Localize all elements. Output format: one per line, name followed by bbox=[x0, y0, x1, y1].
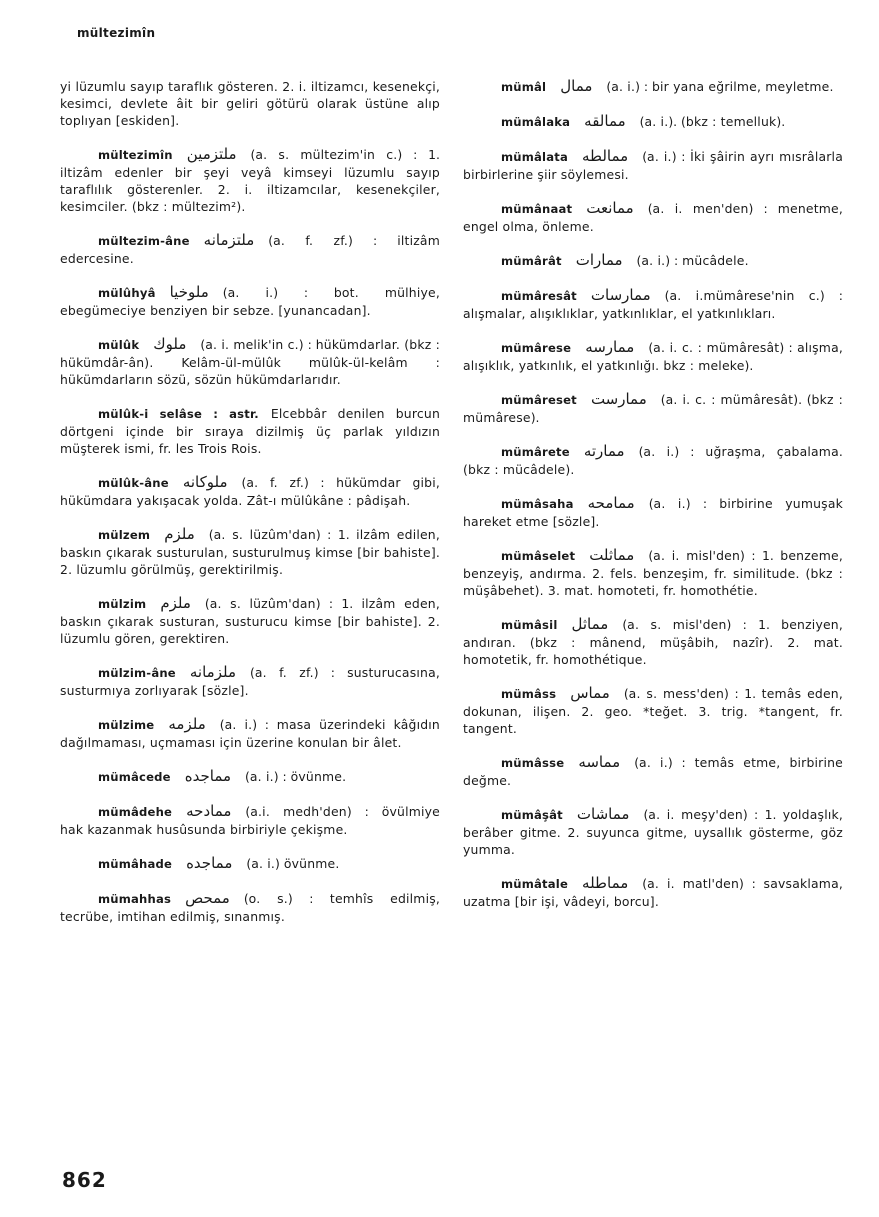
entry-arabic-script: ممال bbox=[560, 77, 593, 95]
dictionary-entry bbox=[60, 526, 440, 578]
entry-headword: mümâlata bbox=[501, 150, 569, 164]
entry-definition: (a. i.) : bir yana eğrilme, meyletme. bbox=[606, 79, 834, 94]
entry-headword: mümârete bbox=[501, 445, 570, 459]
entry-arabic-script: مماثلت bbox=[589, 546, 635, 564]
entry-headword: mülzime bbox=[98, 718, 155, 732]
entry-arabic-script: ممارسات bbox=[590, 286, 651, 304]
entry-headword: mümâselet bbox=[501, 549, 576, 563]
dictionary-entry bbox=[463, 754, 843, 789]
entry-headword: mümâsse bbox=[501, 756, 565, 770]
entry-headword: mülûk bbox=[98, 338, 140, 352]
entry-headword: mümâresât bbox=[501, 289, 577, 303]
dictionary-entry bbox=[60, 284, 440, 319]
dictionary-entry bbox=[60, 232, 440, 267]
entry-arabic-script: ممارسه bbox=[585, 338, 635, 356]
entry-definition: (a. i.) : İki şâirin ayrı mısrâlarla birbirlerine şiir söylemesi. bbox=[463, 149, 843, 182]
dictionary-entry bbox=[60, 595, 440, 647]
entry-headword: mümâşât bbox=[501, 808, 563, 822]
entry-definition: (a. i.) : mücâdele. bbox=[636, 253, 749, 268]
entry-definition: (a.i. medh'den) : övülmiye hak kazanmak husûsunda birbiriyle çekişme. bbox=[60, 804, 440, 837]
dictionary-entry bbox=[60, 768, 440, 786]
entry-headword: mülûhyâ bbox=[98, 286, 156, 300]
entry-headword: mümâdehe bbox=[98, 805, 173, 819]
entry-definition: (a. f. zf.) : susturucasına, susturmıya zorlıyarak [sözle]. bbox=[60, 665, 440, 698]
entry-headword: mümârese bbox=[501, 341, 572, 355]
entry-headword: mülûk-âne bbox=[98, 476, 169, 490]
entry-definition: (o. s.) : temhîs edilmiş, tecrübe, imtihan edilmiş, sınanmış. bbox=[60, 891, 440, 924]
running-head: mültezimîn bbox=[77, 26, 156, 40]
entry-definition: (a. i.). (bkz : temelluk). bbox=[639, 114, 786, 129]
entry-definition: (a. s. lüzûm'dan) : 1. ilzâm eden, baskın çıkarak susturan, susturucu kimse [bir bahiste]. 2. lüzumlu gören, gerektiren. bbox=[60, 596, 440, 646]
left-column bbox=[60, 78, 440, 925]
entry-definition: (a. f. zf.) : hükümdar gibi, hükümdara yakışacak yolda. Zât-ı mülûkâne : pâdişah. bbox=[60, 475, 440, 508]
entry-definition: (a. i. c. : mümâresât) : alışma, alışıklık, yatkınlık, el yatkınlığı. bkz : meleke). bbox=[463, 340, 843, 373]
dictionary-entry bbox=[60, 78, 440, 129]
entry-headword: mülzim bbox=[98, 597, 147, 611]
dictionary-entry bbox=[463, 287, 843, 322]
entry-arabic-script: مماجده bbox=[186, 854, 233, 872]
dictionary-entry bbox=[463, 113, 843, 131]
entry-definition: (a. s. lüzûm'dan) : 1. ilzâm edilen, baskın çıkarak susturulan, susturulmuş kimse [bir bahiste]. 2. lüzumlu görülmüş, gerektirilmiş. bbox=[60, 527, 440, 577]
dictionary-entry bbox=[60, 890, 440, 925]
entry-definition: (a. i.) : bot. mülhiye, ebegümeciye benziyen bir sebze. [yunancadan]. bbox=[60, 285, 440, 318]
entry-headword: mültezimîn bbox=[98, 148, 173, 162]
entry-arabic-script: ملزم bbox=[164, 525, 195, 543]
entry-headword: mümâsil bbox=[501, 618, 558, 632]
dictionary-entry bbox=[463, 806, 843, 858]
entry-headword: mümâcede bbox=[98, 770, 171, 784]
page-number: 862 bbox=[62, 1168, 107, 1192]
entry-definition: (a. i. meşy'den) : 1. yoldaşlık, berâber gitme. 2. suyunca gitme, uysallık gösterme, göz yumma. bbox=[463, 807, 843, 857]
entry-arabic-script: ممارته bbox=[583, 442, 625, 460]
entry-definition: (a. i.) övünme. bbox=[246, 856, 340, 871]
entry-headword: mümânaat bbox=[501, 202, 573, 216]
dictionary-entry bbox=[60, 716, 440, 751]
dictionary-entry bbox=[463, 78, 843, 96]
dictionary-entry bbox=[463, 495, 843, 530]
dictionary-entry bbox=[60, 803, 440, 838]
entry-definition: (a. f. zf.) : iltizâm edercesine. bbox=[60, 233, 440, 266]
entry-headword: mümâlaka bbox=[501, 115, 571, 129]
entry-definition: (a. i. matl'den) : savsaklama, uzatma [bir işi, vâdeyi, borcu]. bbox=[463, 876, 843, 909]
entry-definition: (a. i. c. : mümâresât). (bkz : mümârese). bbox=[463, 392, 843, 425]
entry-arabic-script: ملتزمين bbox=[186, 145, 237, 163]
entry-definition: yi lüzumlu sayıp taraflık gösteren. 2. i. iltizamcı, kesenekçi, kesimci, devlete âit bir geliri götürü olarak üstüne alıp toplıyan [eskiden]. bbox=[60, 79, 440, 128]
dictionary-entry bbox=[463, 875, 843, 910]
entry-headword: mülûk-i selâse : astr. bbox=[98, 407, 259, 421]
entry-arabic-script: مماجده bbox=[184, 767, 232, 785]
entry-headword: mülzem bbox=[98, 528, 151, 542]
entry-definition: (a. s. mültezim'in c.) : 1. iltizâm edenler bir şeyi veyâ kimseyi lüzumlu sayıp taraflılık gösterenler. 2. i. iltizamcılar, kesenekçiler, kesimciler. (bkz : mültezim²). bbox=[60, 147, 440, 214]
dictionary-entry bbox=[463, 148, 843, 183]
entry-definition: (a. i. men'den) : menetme, engel olma, önleme. bbox=[463, 201, 843, 234]
dictionary-entry bbox=[463, 616, 843, 668]
dictionary-entry bbox=[60, 146, 440, 215]
entry-arabic-script: ممالطه bbox=[582, 147, 629, 165]
entry-arabic-script: مماثل bbox=[571, 615, 609, 633]
entry-headword: mülzim-âne bbox=[98, 666, 176, 680]
entry-arabic-script: ملوخيا bbox=[169, 283, 209, 301]
entry-arabic-script: ملزمه bbox=[168, 715, 206, 733]
entry-arabic-script: ممانعت bbox=[586, 199, 634, 217]
entry-arabic-script: ممارات bbox=[575, 251, 623, 269]
entry-arabic-script: مماشات bbox=[576, 805, 630, 823]
dictionary-entry bbox=[463, 547, 843, 599]
dictionary-entry bbox=[463, 391, 843, 426]
entry-arabic-script: ملوك bbox=[153, 335, 187, 353]
entry-arabic-script: مماطله bbox=[582, 874, 629, 892]
dictionary-entry bbox=[463, 200, 843, 235]
entry-headword: mümâsaha bbox=[501, 497, 574, 511]
entry-arabic-script: ملزم bbox=[160, 594, 191, 612]
entry-headword: mültezim-âne bbox=[98, 234, 190, 248]
entry-definition: (a. i.) : övünme. bbox=[245, 769, 347, 784]
entry-headword: mümâtale bbox=[501, 877, 569, 891]
entry-headword: mümâl bbox=[501, 80, 547, 94]
dictionary-entry bbox=[60, 664, 440, 699]
entry-headword: mümârât bbox=[501, 254, 562, 268]
entry-definition: (a. i.) : birbirine yumuşak hareket etme [sözle]. bbox=[463, 496, 843, 529]
dictionary-entry bbox=[463, 339, 843, 374]
entry-arabic-script: ملوكانه bbox=[182, 473, 228, 491]
right-column bbox=[463, 78, 843, 910]
dictionary-entry bbox=[463, 443, 843, 478]
dictionary-entry bbox=[60, 405, 440, 457]
dictionary-entry bbox=[60, 855, 440, 873]
entry-definition: (a. i. misl'den) : 1. benzeme, benzeyiş, andırma. 2. fels. benzeşim, fr. similitude. (bkz : müşâbehet). 3. mat. homoteti, fr. homothétie. bbox=[463, 548, 843, 598]
dictionary-entry bbox=[60, 474, 440, 509]
entry-arabic-script: ممالقه bbox=[584, 112, 626, 130]
entry-arabic-script: ملزمانه bbox=[189, 663, 236, 681]
entry-headword: mümâreset bbox=[501, 393, 577, 407]
dictionary-entry bbox=[463, 252, 843, 270]
entry-definition: (a. i.mümârese'nin c.) : alışmalar, alışıklıklar, yatkınlıklar, el yatkınlıkları. bbox=[463, 288, 843, 321]
entry-arabic-script: ممامحه bbox=[587, 494, 635, 512]
entry-arabic-script: مماسه bbox=[578, 753, 621, 771]
entry-arabic-script: ممارست bbox=[590, 390, 647, 408]
entry-definition: Elcebbâr denilen burcun dörtgeni içinde bir sıraya dizilmiş üç parlak yıldızın müşterek ismi, fr. les Trois Rois. bbox=[60, 406, 440, 456]
entry-definition: (a. s. mess'den) : 1. temâs eden, dokunan, ilişen. 2. geo. *teğet. 3. trig. *tangent, fr. tangent. bbox=[463, 686, 843, 736]
entry-definition: (a. s. misl'den) : 1. benziyen, andıran. (bkz : mânend, müşâbih, nazîr). 2. mat. homotetik, fr. homothétique. bbox=[463, 617, 843, 667]
entry-arabic-script: ملتزمانه bbox=[203, 231, 255, 249]
dictionary-entry bbox=[60, 336, 440, 388]
entry-arabic-script: ممحص bbox=[185, 889, 230, 907]
dictionary-entry bbox=[463, 685, 843, 737]
entry-headword: mümâhade bbox=[98, 857, 173, 871]
entry-definition: (a. i. melik'in c.) : hükümdarlar. (bkz : hükümdâr-ân). Kelâm-ül-mülûk mülûk-ül-kelâm : hükümdarların sözü, sözün hükümdarlarıdır. bbox=[60, 337, 440, 387]
entry-arabic-script: مماس bbox=[570, 684, 610, 702]
entry-definition: (a. i.) : uğraşma, çabalama. (bkz : mücâdele). bbox=[463, 444, 843, 477]
entry-headword: mümahhas bbox=[98, 892, 172, 906]
entry-headword: mümâss bbox=[501, 687, 557, 701]
entry-definition: (a. i.) : temâs etme, birbirine değme. bbox=[463, 755, 843, 788]
entry-arabic-script: ممادحه bbox=[186, 802, 232, 820]
entry-definition: (a. i.) : masa üzerindeki kâğıdın dağılmaması, uçmaması için üzerine konulan bir âlet. bbox=[60, 717, 440, 750]
